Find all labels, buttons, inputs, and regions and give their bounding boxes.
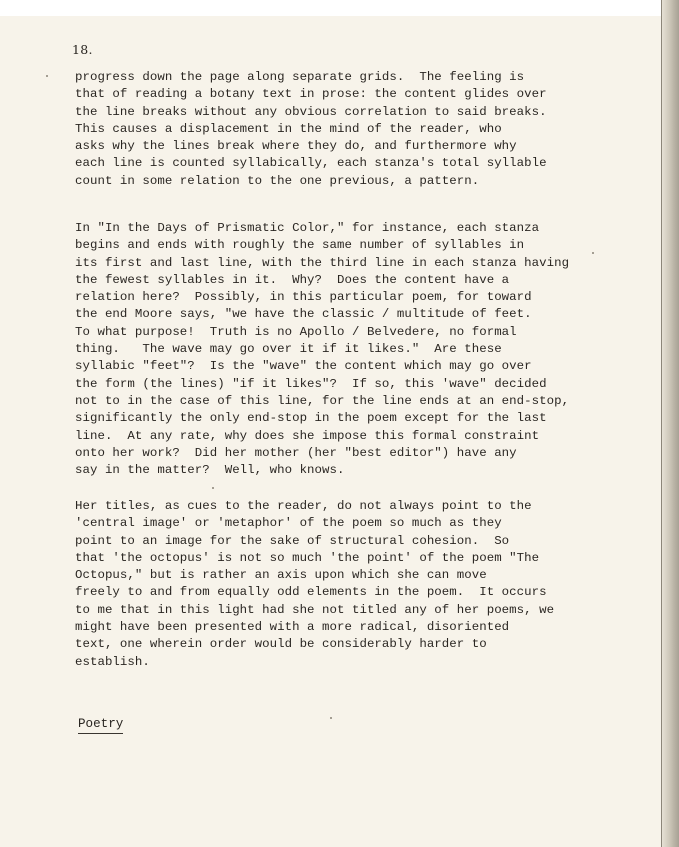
text-line: significantly the only end-stop in the poem except for the last: [75, 411, 547, 426]
text-line: that 'the octopus' is not so much 'the point' of the poem "The: [75, 550, 540, 565]
text-line: not to in the case of this line, for the line ends at an end-stop,: [75, 393, 570, 408]
text-line: line. At any rate, why does she impose this formal constraint: [75, 428, 540, 443]
page-edge-line: [661, 0, 662, 847]
text-line: thing. The wave may go over it if it likes." Are these: [75, 342, 502, 357]
text-line: count in some relation to the one previous, a pattern.: [75, 173, 480, 188]
scan-speck: [46, 75, 48, 77]
text-line: text, one wherein order would be considerably harder to: [75, 637, 487, 652]
scan-speck: [330, 717, 332, 719]
text-line: begins and ends with roughly the same number of syllables in: [75, 238, 525, 253]
text-line: to me that in this light had she not titled any of her poems, we: [75, 602, 555, 617]
scan-speck: [212, 487, 214, 489]
text-line: freely to and from equally odd elements in the poem. It occurs: [75, 585, 547, 600]
text-line: syllabic "feet"? Is the "wave" the content which may go over: [75, 359, 532, 374]
text-line: the end Moore says, "we have the classic / multitude of feet.: [75, 307, 532, 322]
text-line: To what purpose! Truth is no Apollo / Belvedere, no formal: [75, 324, 517, 339]
text-line: asks why the lines break where they do, and furthermore why: [75, 139, 517, 154]
text-line: This causes a displacement in the mind of the reader, who: [75, 121, 502, 136]
text-line: each line is counted syllabically, each stanza's total syllable: [75, 156, 547, 171]
text-line: the form (the lines) "if it likes"? If so, this 'wave" decided: [75, 376, 547, 391]
text-line: Her titles, as cues to the reader, do not always point to the: [75, 499, 532, 513]
text-line: establish.: [75, 654, 150, 669]
text-line: say in the matter? Well, who knows.: [75, 463, 345, 478]
scan-top-margin: [0, 0, 679, 16]
paragraph-3: [75, 498, 615, 671]
scan-speck: [592, 252, 594, 254]
text-line: its first and last line, with the third line in each stanza having: [75, 255, 570, 270]
text-line: point to an image for the sake of structural cohesion. So: [75, 533, 510, 548]
text-line: Octopus," but is rather an axis upon which she can move: [75, 568, 487, 583]
text-line: onto her work? Did her mother (her "best editor") have any: [75, 445, 517, 460]
text-line: that of reading a botany text in prose: the content glides over: [75, 87, 547, 102]
text-line: the line breaks without any obvious correlation to said breaks.: [75, 104, 547, 119]
text-line: progress down the page along separate grids. The feeling is: [75, 70, 525, 84]
paragraph-2: [75, 220, 615, 479]
text-line: 'central image' or 'metaphor' of the poem so much as they: [75, 516, 502, 531]
paragraph-1: [75, 69, 615, 190]
text-line: In "In the Days of Prismatic Color," for instance, each stanza: [75, 221, 540, 235]
section-heading: Poetry: [78, 716, 123, 734]
text-line: might have been presented with a more radical, disoriented: [75, 620, 510, 635]
page-number: 18.: [72, 42, 93, 57]
text-line: relation here? Possibly, in this particular poem, for toward: [75, 290, 532, 305]
text-line: the fewest syllables in it. Why? Does the content have a: [75, 272, 510, 287]
book-spine-shadow: [661, 0, 679, 847]
